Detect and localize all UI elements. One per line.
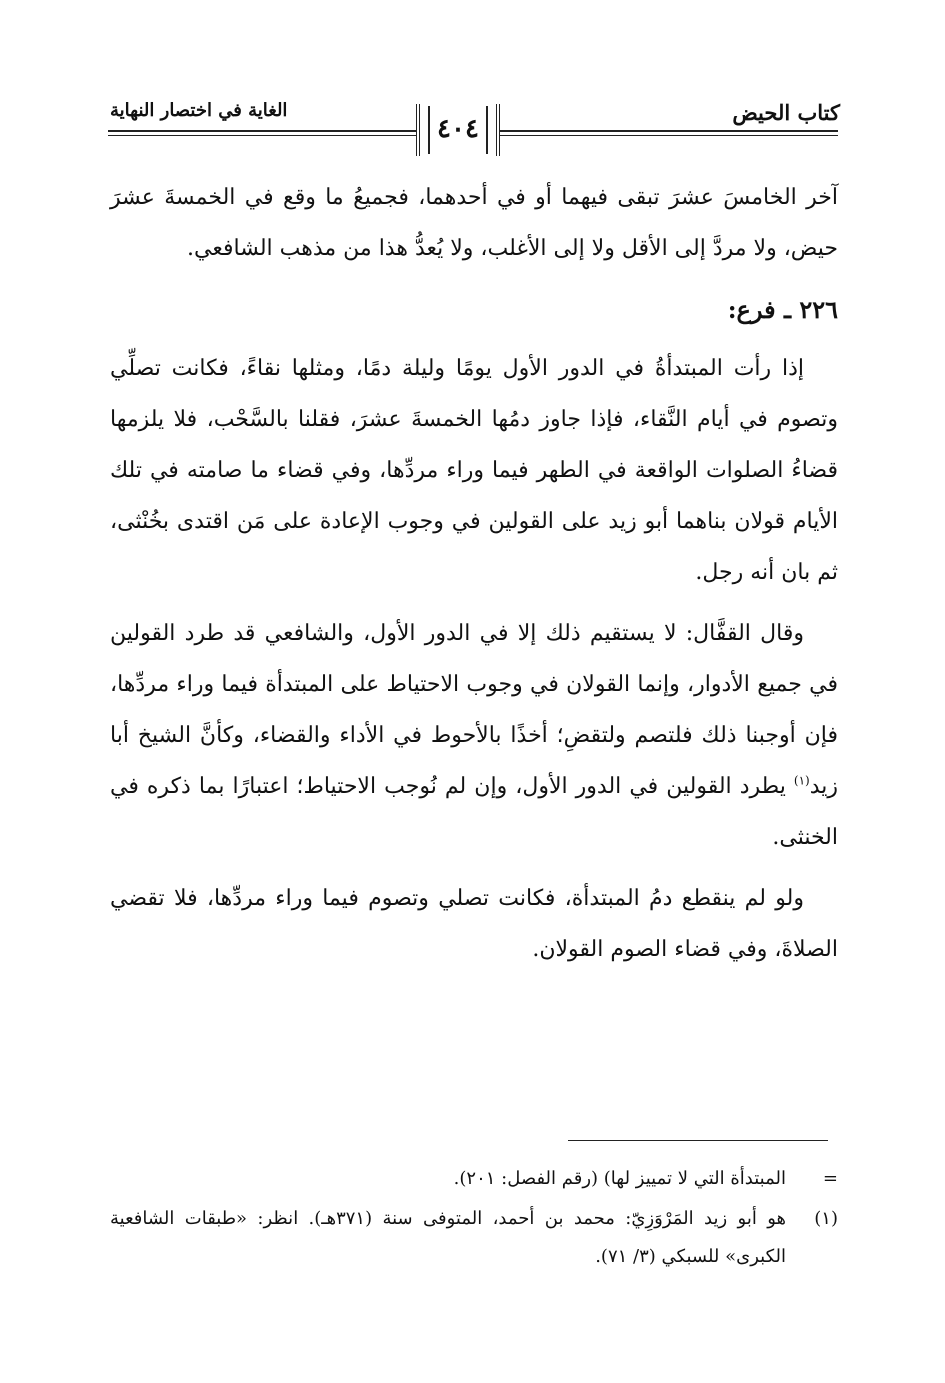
header-rule-right-thin <box>500 135 838 136</box>
footnote-marker: = <box>822 1168 838 1189</box>
paragraph-3 <box>110 608 838 863</box>
page-number: ٤٠٤ <box>437 114 479 144</box>
footnote-continued <box>110 1160 838 1198</box>
header-rule-left-thin <box>108 135 416 136</box>
footnotes <box>110 1160 838 1278</box>
book-title: الغاية في اختصار النهاية <box>110 100 288 121</box>
footnote-1 <box>110 1200 838 1276</box>
footnote-text: هو أبو زيد المَرْوَزِيّ: محمد بن أحمد، المتوفى سنة (٣٧١هـ). انظر: «طبقات الشافعية الكبرى» للسبكي (٣/ ٧١). <box>110 1208 786 1267</box>
branch-heading: ٢٢٦ ـ فرع: <box>727 295 838 324</box>
footnote-ref-1: (١) <box>793 773 810 788</box>
paragraph-2: إذا رأت المبتدأةُ في الدور الأول يومًا وليلة دمًا، ومثلها نقاءً، فكانت تصلِّي وتصوم في أيام النَّقاء، فإذا جاوز دمُها الخمسةَ عشرَ، فقلنا بالسَّحْب، فلا يلزمها قضاءُ الصلوات الواقعة في الطهر فيما وراء مردِّها، وفي قضاء ما صامته في تلك الأيام قولان بناهما أبو زيد على القولين في وجوب الإعادة على مَن اقتدى بخُنْثى، ثم بان أنه رجل. <box>110 356 838 585</box>
chapter-title: كتاب الحيض <box>732 100 840 125</box>
main-text <box>110 172 838 985</box>
footnote-marker: (١) <box>814 1208 838 1229</box>
header-rule-left <box>108 130 416 132</box>
footnote-separator <box>568 1140 828 1141</box>
header-rule-right <box>500 130 838 132</box>
paragraph-1: آخر الخامسَ عشرَ تبقى فيهما أو في أحدهما، فجميعُ ما وقع في الخمسةَ عشرَ حيض، ولا مردَّ إلى الأقل ولا إلى الأغلب، ولا يُعدُّ هذا من مذهب الشافعي. <box>110 185 838 261</box>
footnote-text: المبتدأة التي لا تمييز لها) (رقم الفصل: ٢٠١). <box>453 1168 786 1189</box>
paragraph-3-part-b: يطرد القولين في الدور الأول، وإن لم نُوجب الاحتياط؛ اعتبارًا بما ذكره في الخنثى. <box>110 774 838 850</box>
paragraph-3-part-a: وقال القفَّال: لا يستقيم ذلك إلا في الدور الأول، والشافعي قد طرد القولين في جميع الأدوار، وإنما القولان في وجوب الاحتياط على المبتدأة فيما وراء مردِّها، فإن أوجبنا ذلك فلتصم ولتقضِ؛ أخذًا بالأحوط في الأداء والقضاء، وكأنَّ الشيخ أبا زيد <box>110 621 838 799</box>
page-number-frame <box>416 104 500 156</box>
paragraph-4: ولو لم ينقطع دمُ المبتدأة، فكانت تصلي وتصوم فيما وراء مردِّها، فلا تقضي الصلاةَ، وفي قضاء الصوم القولان. <box>110 886 838 962</box>
